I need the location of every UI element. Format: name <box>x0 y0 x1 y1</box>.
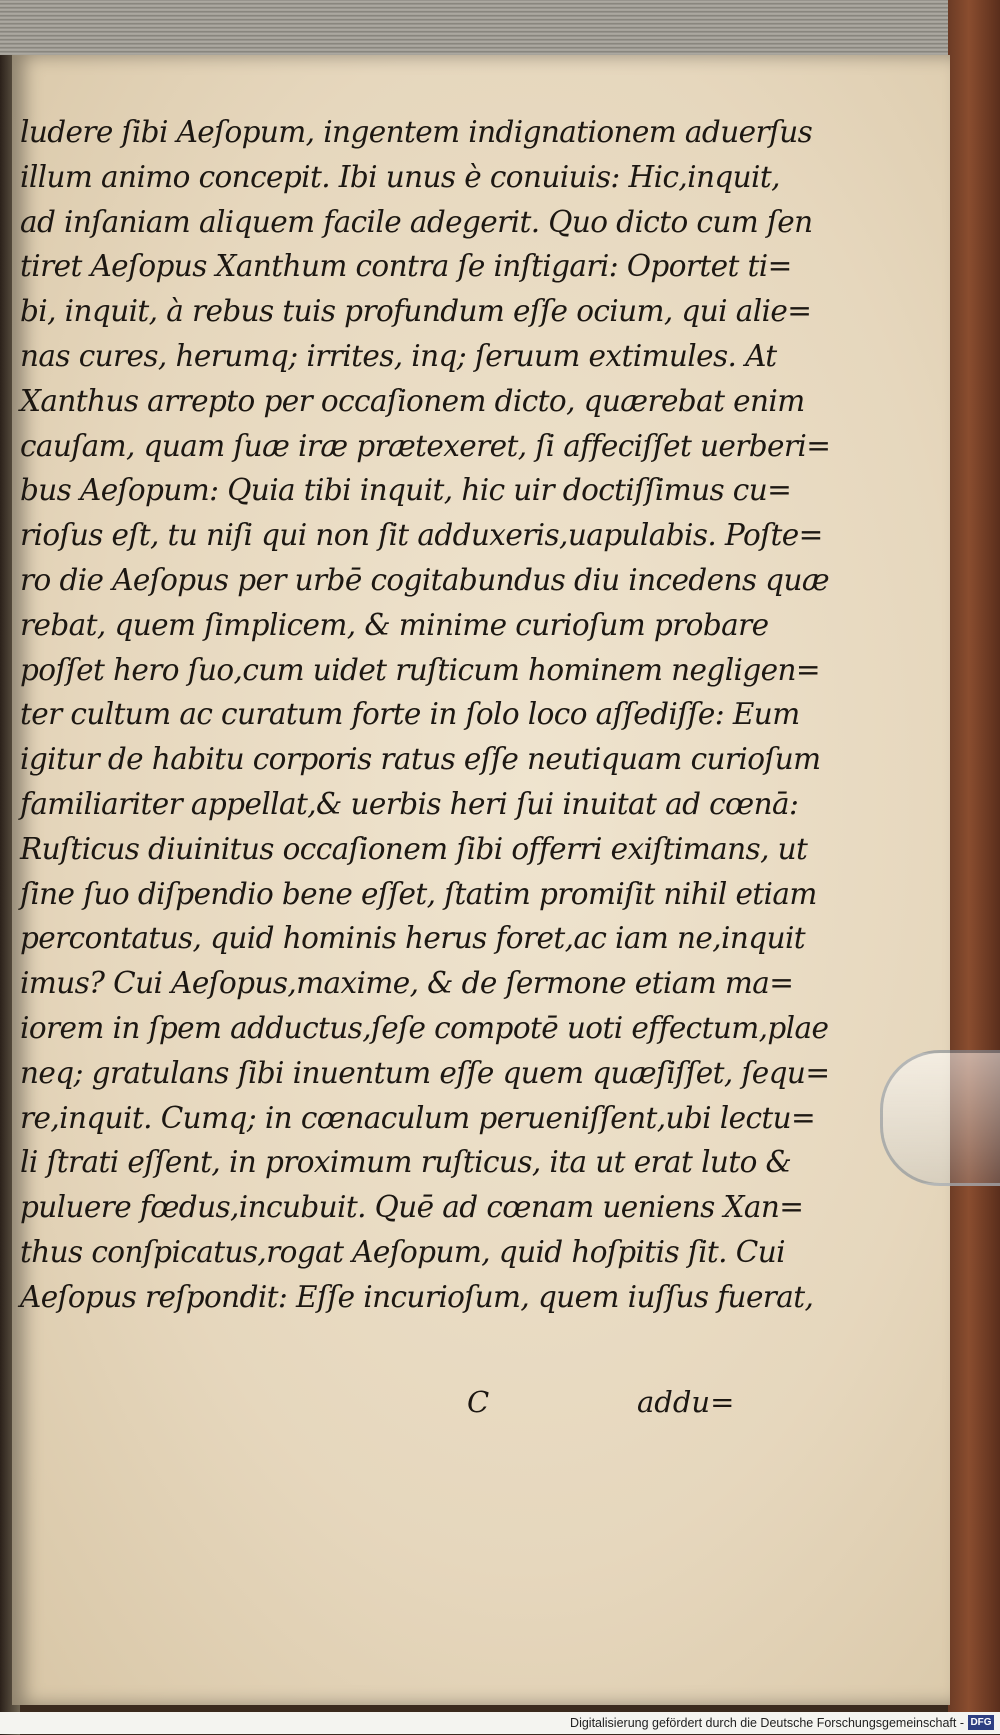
book-page <box>12 55 950 1705</box>
text-line: ad inſaniam aliquem facile adegerit. Quo dicto cum ſen <box>20 204 813 239</box>
book-cover-edge <box>948 0 1000 1734</box>
text-line: percontatus, quid hominis herus foret,ac iam ne,inquit <box>20 921 806 956</box>
text-line: imus? Cui Aeſopus,maxime, & de ſermone etiam ma= <box>20 966 794 1001</box>
text-line: rebat, quem ſimplicem, & minime curioſum probare <box>20 607 769 642</box>
signature-mark: C <box>467 1385 490 1419</box>
text-line: igitur de habitu corporis ratus eſſe neutiquam curioſum <box>20 742 821 777</box>
text-line: re,inquit. Cumq; in cœnaculum perueniſſent,ubi lectu= <box>20 1100 816 1135</box>
text-line: ſine ſuo diſpendio bene eſſet, ſtatim promiſit nihil etiam <box>20 876 817 911</box>
text-line: rioſus eſt, tu niſi qui non ſit adduxeris,uapulabis. Poſte= <box>20 518 823 553</box>
text-line: neq; gratulans ſibi inuentum eſſe quem quæſiſſet, ſequ= <box>20 1055 830 1090</box>
text-line: thus conſpicatus,rogat Aeſopum, quid hoſpitis ſit. Cui <box>20 1234 785 1269</box>
body-text <box>20 110 831 1320</box>
book-top-edge <box>0 0 1000 62</box>
text-line: ter cultum ac curatum forte in ſolo loco aſſediſſe: Eum <box>20 697 800 732</box>
text-line: bus Aeſopum: Quia tibi inquit, hic uir doctiſſimus cu= <box>20 473 792 508</box>
text-line: Ruſticus diuinitus occaſionem ſibi offerri exiſtimans, ut <box>20 831 808 866</box>
text-line: ro die Aeſopus per urbē cogitabundus diu incedens quæ <box>20 562 829 597</box>
text-line: Aeſopus reſpondit: Eſſe incurioſum, quem iuſſus fuerat, <box>20 1279 814 1314</box>
text-line: illum animo concepit. Ibi unus è conuiuis: Hic,inquit, <box>20 159 780 194</box>
text-line: familiariter appellat,& uerbis heri ſui inuitat ad cœnā: <box>20 786 799 821</box>
dfg-logo: DFG <box>968 1715 994 1730</box>
text-line: tiret Aeſopus Xanthum contra ſe inſtigari: Oportet ti= <box>20 249 792 284</box>
text-line: ludere ſibi Aeſopum, ingentem indignationem aduerſus <box>20 115 813 149</box>
page-clip <box>880 1050 1000 1186</box>
text-line: bi, inquit, à rebus tuis profundum eſſe ocium, qui alie= <box>20 294 812 329</box>
text-line: li ſtrati eſſent, in proximum ruſticus, ita ut erat luto & <box>20 1145 792 1180</box>
text-line: cauſam, quam ſuæ iræ prætexeret, ſi affeciſſet uerberi= <box>20 428 831 463</box>
text-line: puluere fœdus,incubuit. Quē ad cœnam ueniens Xan= <box>20 1190 804 1225</box>
text-line: poſſet hero ſuo,cum uidet ruſticum hominem negligen= <box>20 652 821 687</box>
text-line: nas cures, herumq; irrites, inq; ſeruum extimules. At <box>20 338 777 373</box>
digitization-credit: Digitalisierung gefördert durch die Deutsche Forschungsgemeinschaft - <box>570 1716 964 1730</box>
catchword: addu= <box>637 1385 735 1419</box>
text-line: iorem in ſpem adductus,ſeſe compotē uoti effectum,plae <box>20 1010 829 1045</box>
text-line: Xanthus arrepto per occaſionem dicto, quærebat enim <box>20 383 805 418</box>
